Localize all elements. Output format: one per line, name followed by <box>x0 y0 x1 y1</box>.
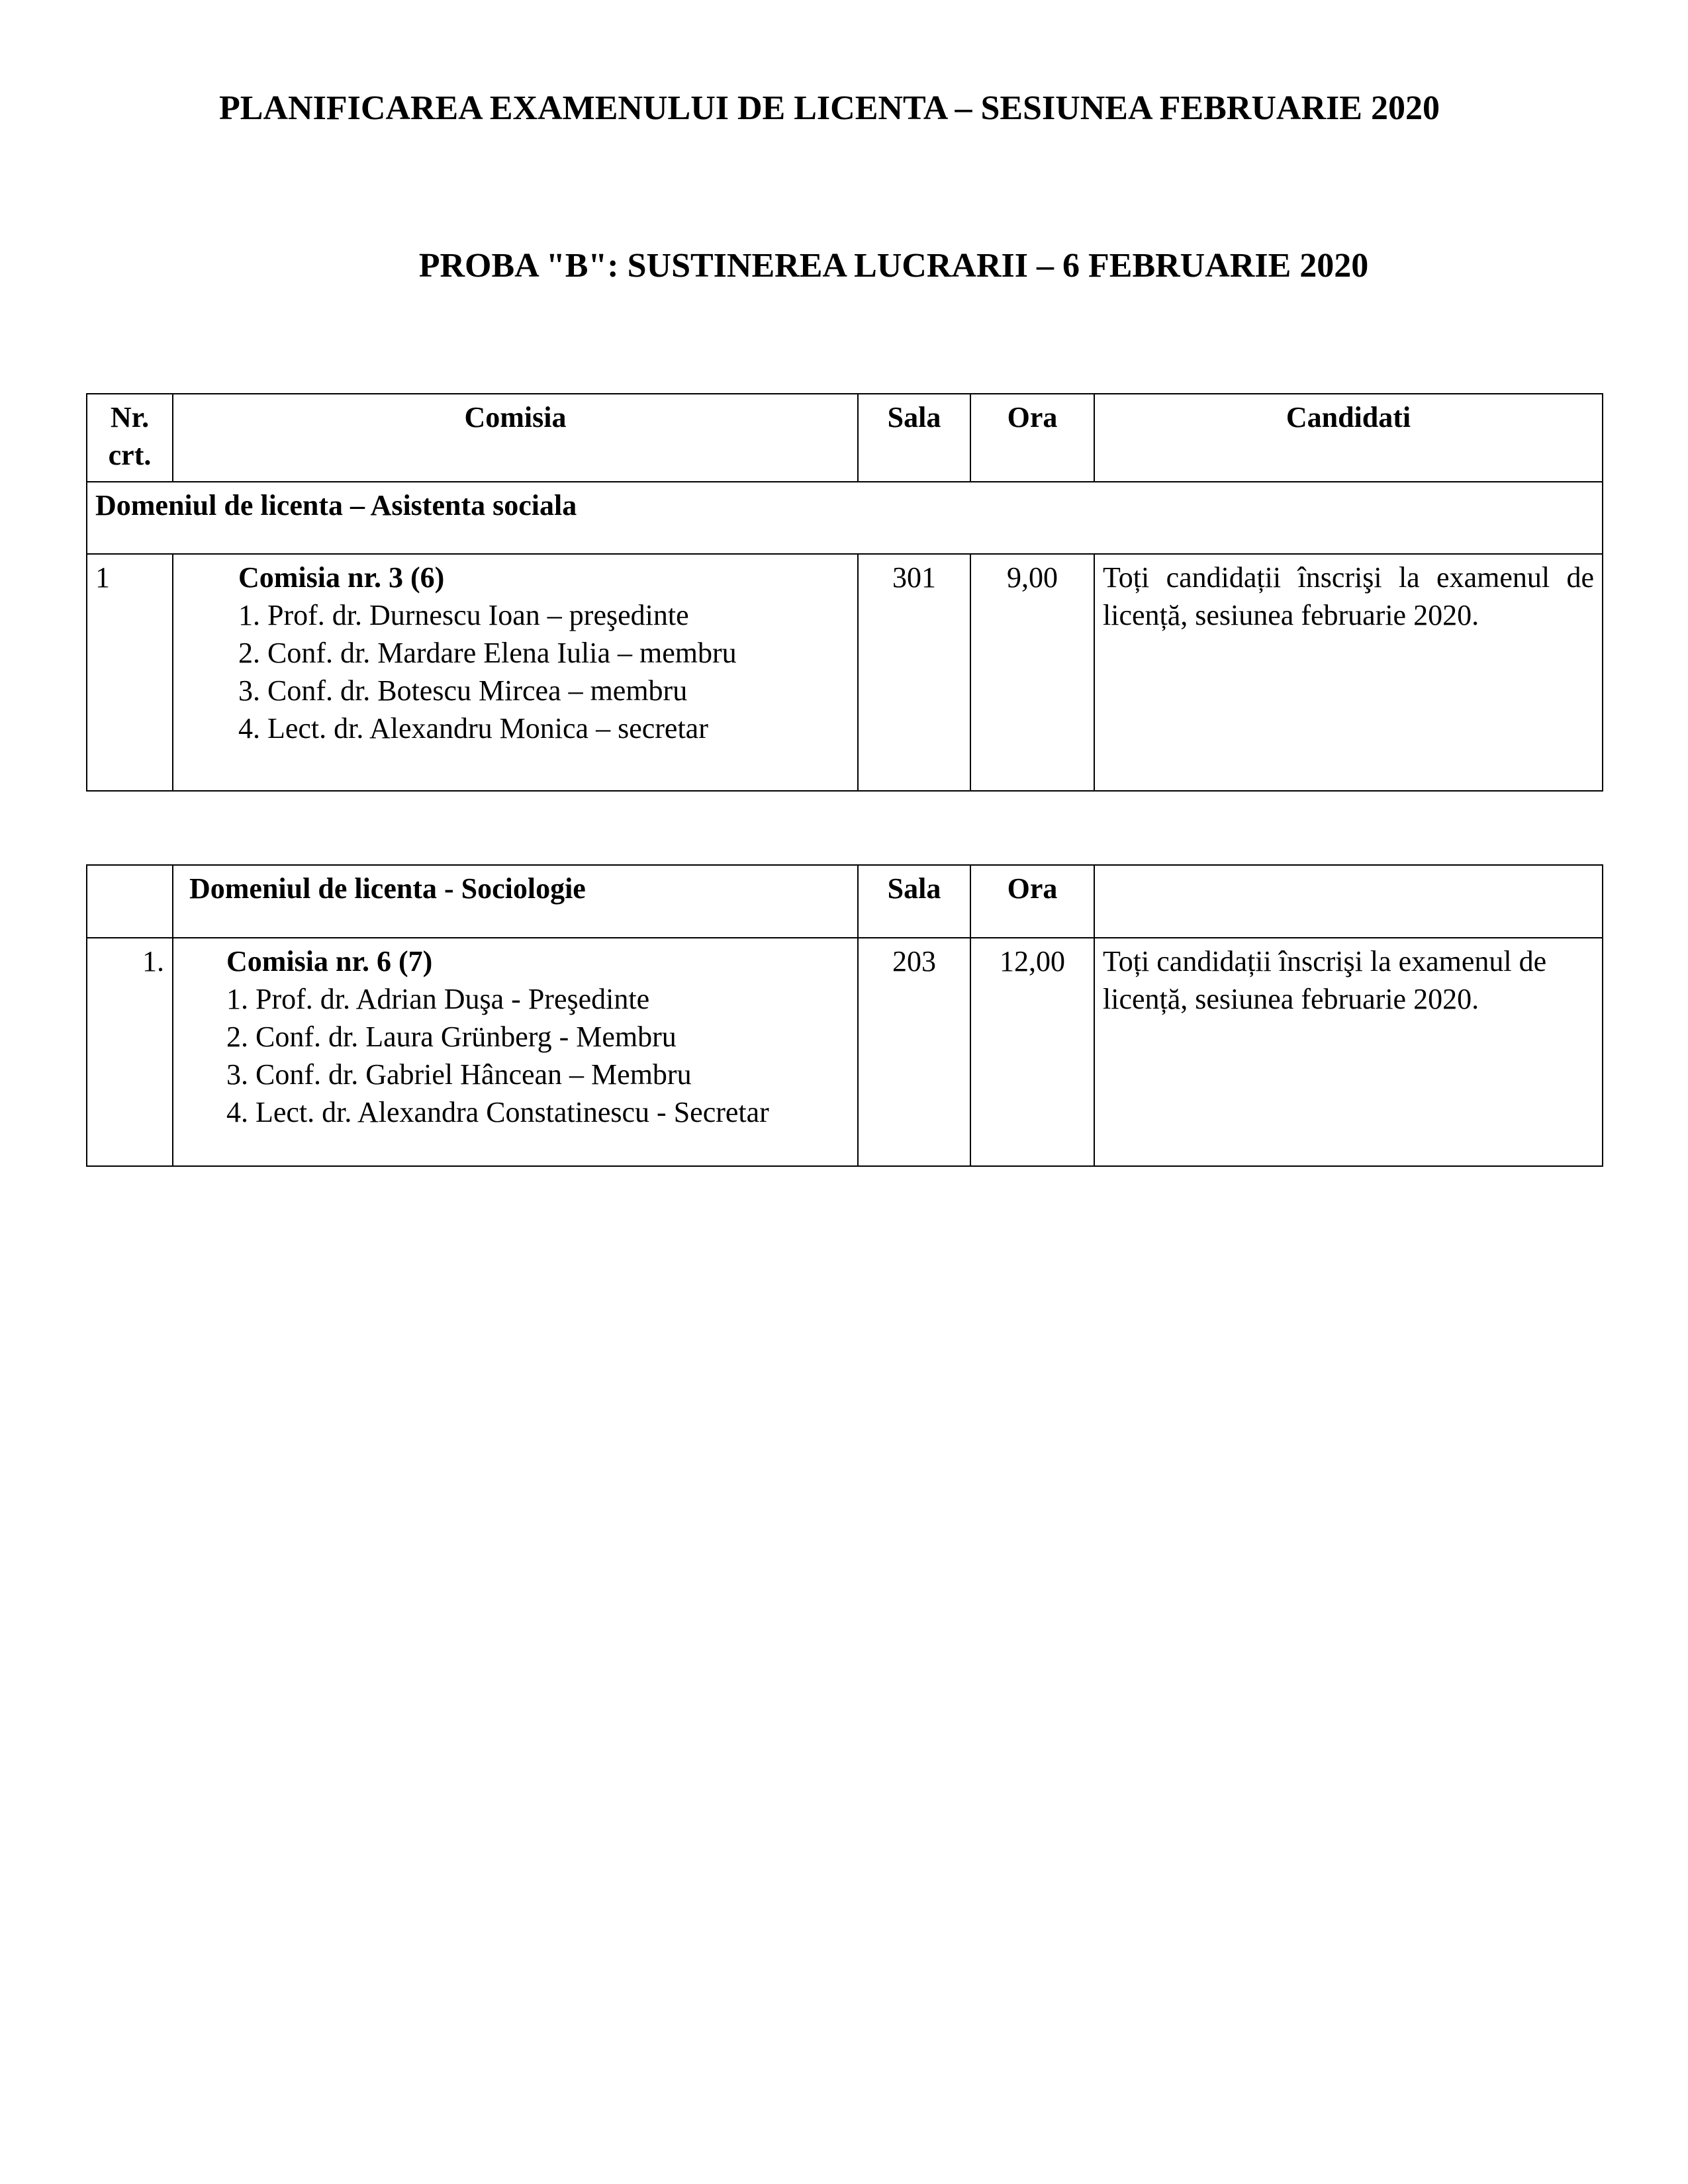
header-candidati: Candidati <box>1094 394 1603 482</box>
table-sociologie <box>86 864 1603 1167</box>
row-nr: 1. <box>87 938 173 1166</box>
row-ora: 12,00 <box>970 938 1094 1166</box>
row-nr: 1 <box>87 554 173 791</box>
header-sala: Sala <box>858 865 970 938</box>
member-3: 3. Conf. dr. Gabriel Hâncean – Membru <box>226 1058 692 1091</box>
commission-cell <box>173 554 858 791</box>
commission-title: Comisia nr. 3 (6) <box>238 561 445 594</box>
header-empty-nr <box>87 865 173 938</box>
member-1: 1. Prof. dr. Adrian Duşa - Preşedinte <box>226 983 650 1015</box>
member-4: 4. Lect. dr. Alexandru Monica – secretar <box>238 712 708 745</box>
document-subtitle: PROBA "B": SUSTINEREA LUCRARII – 6 FEBRUARIE 2020 <box>418 247 1369 285</box>
table-row <box>87 938 1603 1166</box>
row-candidati: Toți candidații înscrişi la examenul de licență, sesiunea februarie 2020. <box>1094 554 1603 791</box>
header-ora: Ora <box>970 865 1094 938</box>
header-sala: Sala <box>858 394 970 482</box>
table-asistenta-sociala <box>86 393 1603 792</box>
header-nr-crt: Nr. crt. <box>87 394 173 482</box>
row-ora: 9,00 <box>970 554 1094 791</box>
header-ora: Ora <box>970 394 1094 482</box>
header-domain-sociologie: Domeniul de licenta - Sociologie <box>173 865 858 938</box>
header-empty-candidati <box>1094 865 1603 938</box>
table-row <box>87 554 1603 791</box>
row-candidati: Toți candidații înscrişi la examenul de licență, sesiunea februarie 2020. <box>1094 938 1603 1166</box>
member-4: 4. Lect. dr. Alexandra Constatinescu - Secretar <box>226 1096 769 1128</box>
table-header-row <box>87 394 1603 482</box>
commission-cell <box>173 938 858 1166</box>
row-sala: 203 <box>858 938 970 1166</box>
member-2: 2. Conf. dr. Mardare Elena Iulia – membru <box>238 637 737 669</box>
member-2: 2. Conf. dr. Laura Grünberg - Membru <box>226 1021 677 1053</box>
row-sala: 301 <box>858 554 970 791</box>
domain-label: Domeniul de licenta – Asistenta sociala <box>87 482 1603 554</box>
document-title: PLANIFICAREA EXAMENULUI DE LICENTA – SESIUNEA FEBRUARIE 2020 <box>219 89 1440 127</box>
member-1: 1. Prof. dr. Durnescu Ioan – preşedinte <box>238 599 689 631</box>
member-3: 3. Conf. dr. Botescu Mircea – membru <box>238 674 688 707</box>
header-comisia: Comisia <box>173 394 858 482</box>
commission-title: Comisia nr. 6 (7) <box>226 945 433 978</box>
table-header-row <box>87 865 1603 938</box>
domain-row <box>87 482 1603 554</box>
